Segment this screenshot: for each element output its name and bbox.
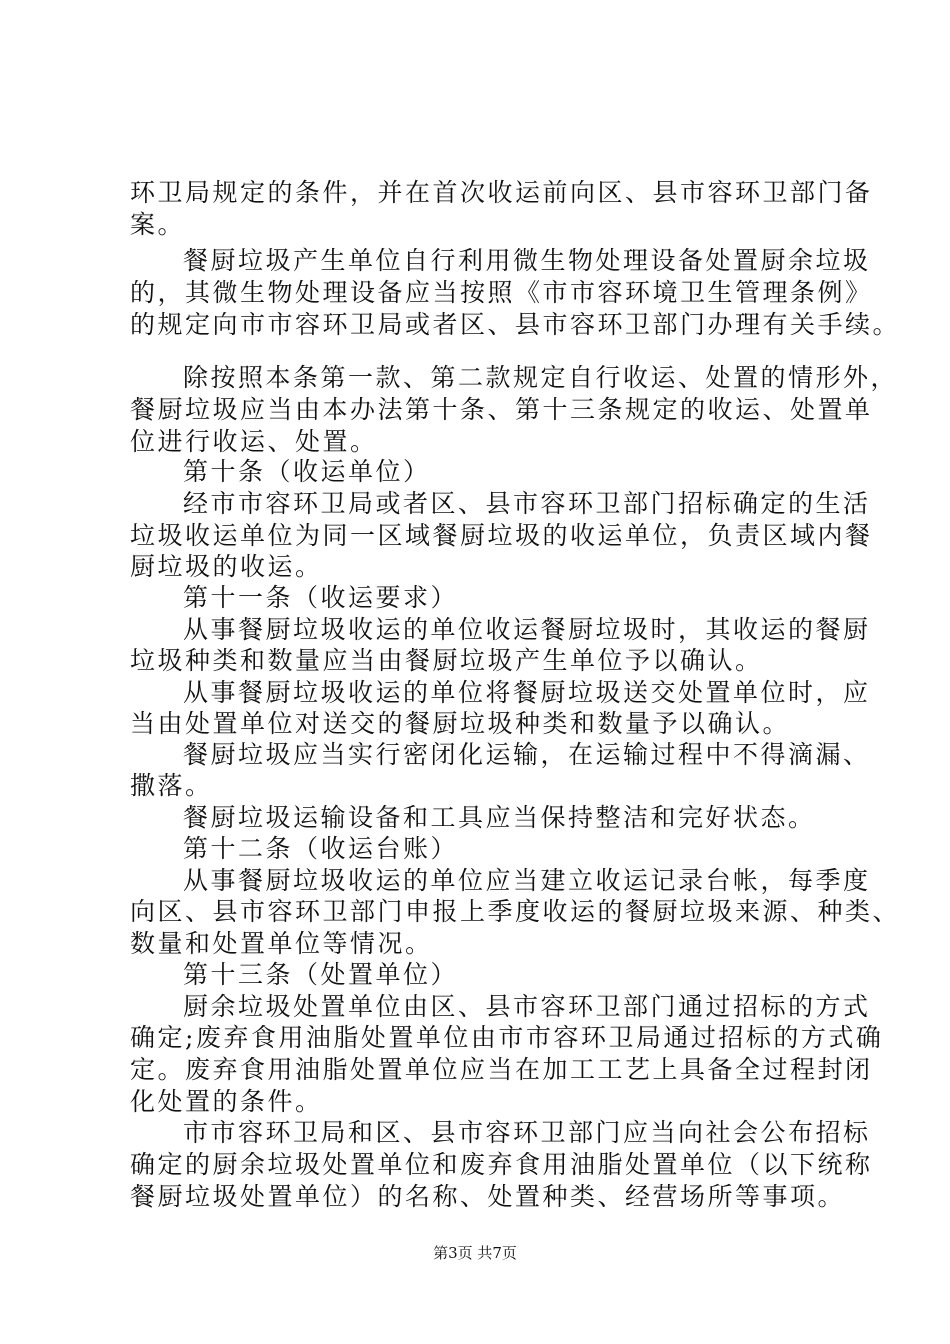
text-line: 定。废弃食用油脂处置单位应当在加工工艺上具备全过程封闭 xyxy=(130,1055,873,1084)
text-line: 化处置的条件。 xyxy=(130,1087,323,1116)
text-line: 餐厨垃圾应当实行密闭化运输，在运输过程中不得滴漏、 xyxy=(183,740,871,769)
text-line: 确定的厨余垃圾处置单位和废弃食用油脂处置单位（以下统称 xyxy=(130,1150,873,1179)
text-line: 第十一条（收运要求） xyxy=(183,583,459,612)
text-line: 当由处置单位对送交的餐厨垃圾种类和数量予以确认。 xyxy=(130,709,791,738)
page-footer: 第3页 共7页 xyxy=(433,1244,517,1262)
text-line: 位进行收运、处置。 xyxy=(130,427,378,456)
text-line: 的规定向市市容环卫局或者区、县市容环卫部门办理有关手续。 xyxy=(130,310,901,339)
text-line: 垃圾种类和数量应当由餐厨垃圾产生单位予以确认。 xyxy=(130,646,763,675)
text-line: 餐厨垃圾应当由本办法第十条、第十三条规定的收运、处置单 xyxy=(130,395,873,424)
text-line: 撒落。 xyxy=(130,771,213,800)
text-line: 垃圾收运单位为同一区域餐厨垃圾的收运单位，负责区域内餐 xyxy=(130,521,873,550)
text-line: 餐厨垃圾处置单位）的名称、处置种类、经营场所等事项。 xyxy=(130,1182,846,1211)
text-line: 除按照本条第一款、第二款规定自行收运、处置的情形外， xyxy=(183,363,899,392)
text-line: 第十二条（收运台账） xyxy=(183,834,459,863)
text-line: 从事餐厨垃圾收运的单位应当建立收运记录台帐，每季度 xyxy=(183,866,871,895)
text-line: 第十三条（处置单位） xyxy=(183,960,459,989)
text-line: 的，其微生物处理设备应当按照《市市容环境卫生管理条例》 xyxy=(130,278,873,307)
text-line: 餐厨垃圾产生单位自行利用微生物处理设备处置厨余垃圾 xyxy=(183,246,871,275)
text-line: 市市容环卫局和区、县市容环卫部门应当向社会公布招标 xyxy=(183,1118,871,1147)
text-line: 餐厨垃圾运输设备和工具应当保持整洁和完好状态。 xyxy=(183,803,816,832)
text-line: 数量和处置单位等情况。 xyxy=(130,929,433,958)
text-line: 案。 xyxy=(130,210,186,239)
text-line: 经市市容环卫局或者区、县市容环卫部门招标确定的生活 xyxy=(183,489,871,518)
text-line: 环卫局规定的条件，并在首次收运前向区、县市容环卫部门备 xyxy=(130,178,873,207)
text-line: 厨余垃圾处置单位由区、县市容环卫部门通过招标的方式 xyxy=(183,992,871,1021)
text-line: 向区、县市容环卫部门申报上季度收运的餐厨垃圾来源、种类、 xyxy=(130,897,901,926)
text-line: 厨垃圾的收运。 xyxy=(130,552,323,581)
text-line: 第十条（收运单位） xyxy=(183,457,431,486)
text-line: 从事餐厨垃圾收运的单位将餐厨垃圾送交处置单位时，应 xyxy=(183,678,871,707)
text-line: 确定;废弃食用油脂处置单位由市市容环卫局通过招标的方式确 xyxy=(130,1023,884,1052)
text-line: 从事餐厨垃圾收运的单位收运餐厨垃圾时，其收运的餐厨 xyxy=(183,615,871,644)
